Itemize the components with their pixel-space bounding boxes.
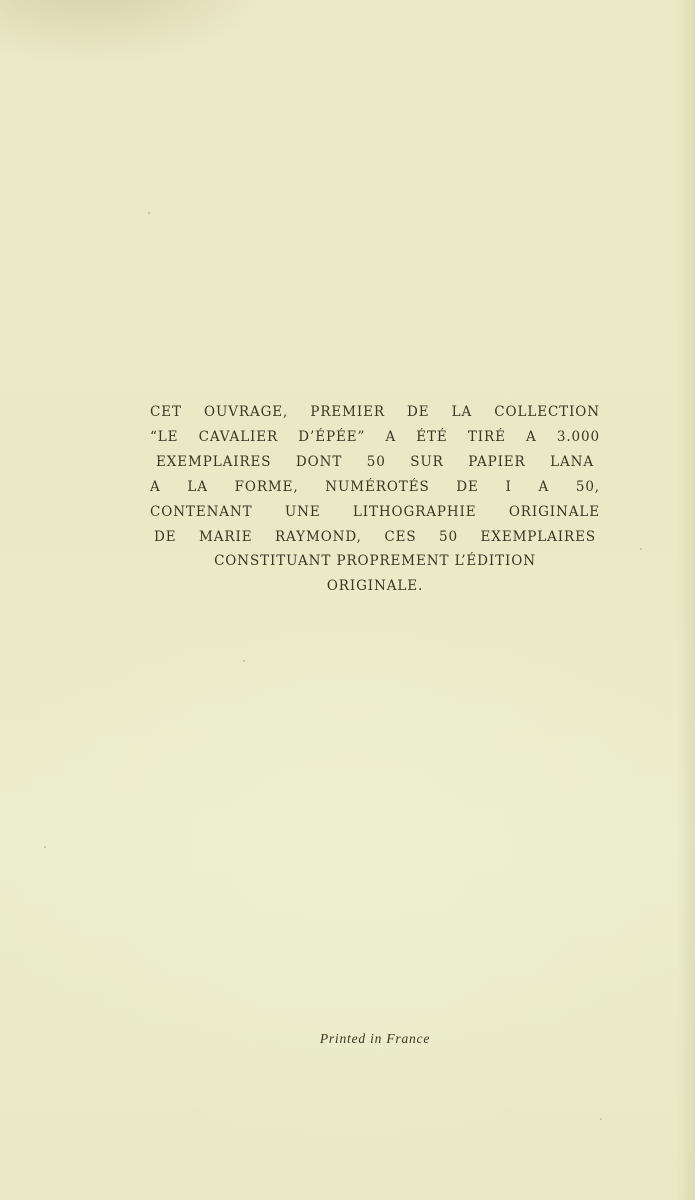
colophon-line-3: EXEMPLAIRES DONT 50 SUR PAPIER LANA bbox=[156, 453, 594, 470]
paper-speck bbox=[600, 1118, 602, 1120]
colophon-line-2: “LE CAVALIER D’ÉPÉE” A ÉTÉ TIRÉ A 3.000 bbox=[150, 428, 600, 445]
colophon-line-5: CONTENANT UNE LITHOGRAPHIE ORIGINALE bbox=[150, 503, 600, 520]
paper-speck bbox=[44, 846, 46, 848]
colophon-line-1: CET OUVRAGE, PREMIER DE LA COLLECTION bbox=[150, 404, 600, 420]
colophon-text bbox=[150, 400, 600, 599]
page-edge-shadow bbox=[677, 0, 695, 1200]
paper-speck bbox=[243, 660, 245, 662]
paper-speck bbox=[640, 548, 642, 550]
printed-in-france: Printed in France bbox=[319, 1031, 431, 1046]
paper-speck bbox=[148, 212, 150, 214]
colophon-line-8: ORIGINALE. bbox=[326, 578, 424, 595]
colophon-line-4: A LA FORME, NUMÉROTÉS DE I A 50, bbox=[150, 478, 600, 495]
colophon-line-6: DE MARIE RAYMOND, CES 50 EXEMPLAIRES bbox=[154, 528, 596, 545]
colophon-line-7: CONSTITUANT PROPREMENT L’ÉDITION bbox=[214, 553, 536, 570]
